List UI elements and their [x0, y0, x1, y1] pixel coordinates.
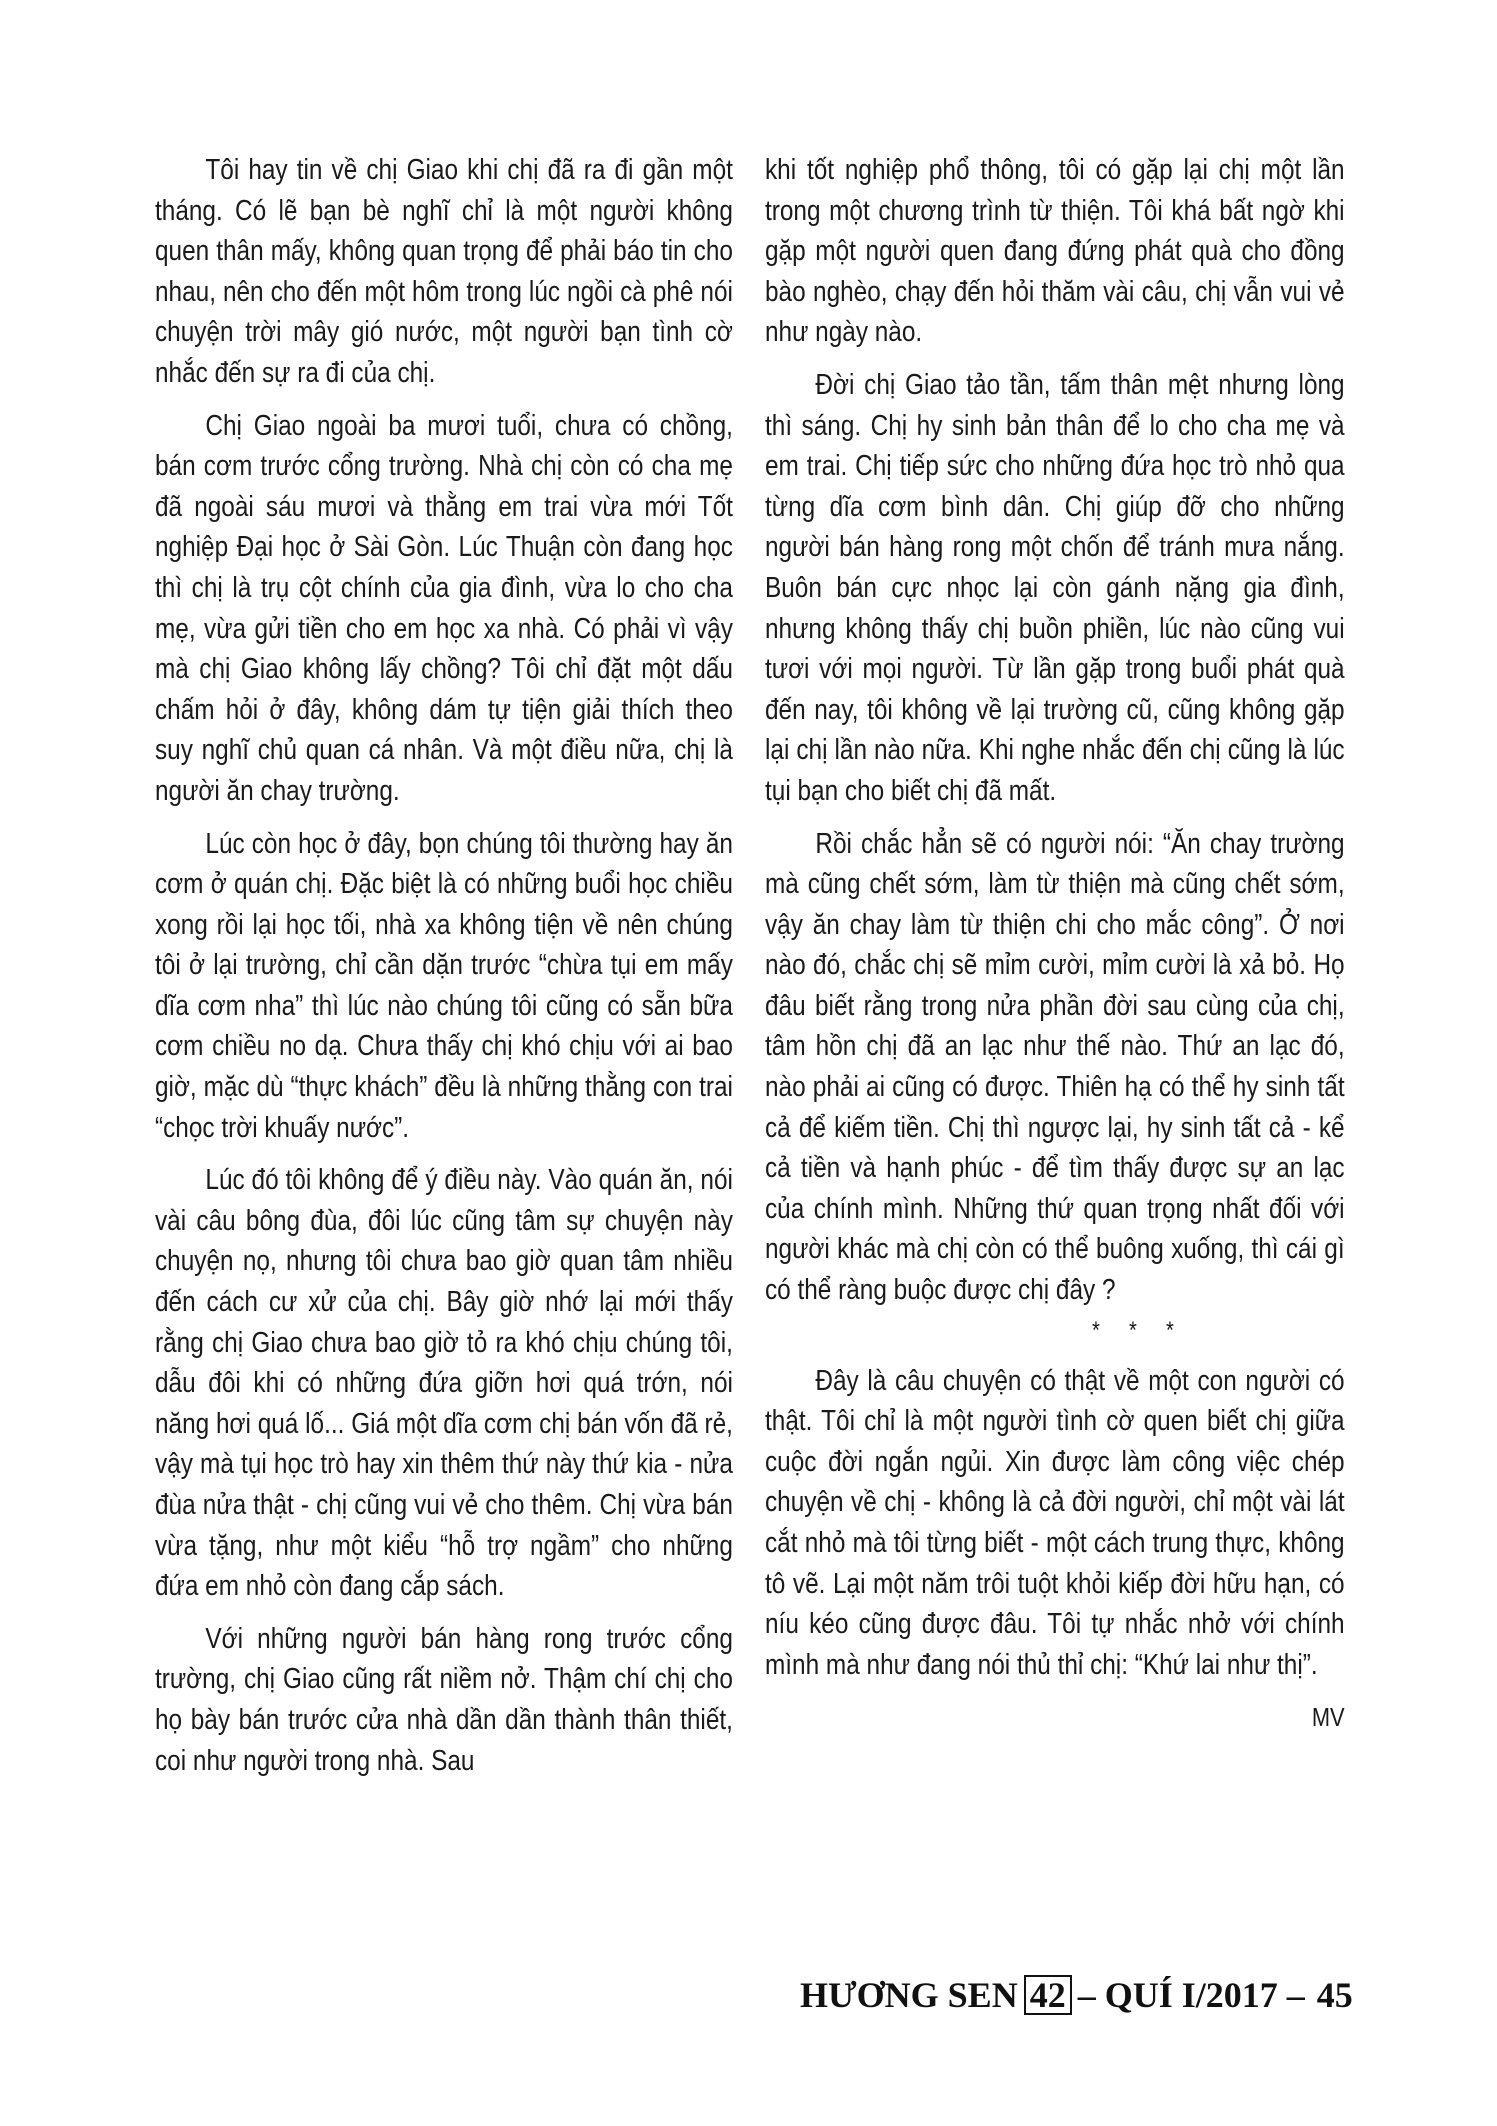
paragraph: Đời chị Giao tảo tần, tấm thân mệt nhưng lòng thì sáng. Chị hy sinh bản thân để lo cho cha mẹ và em trai. Chị tiếp sức cho những đứa học trò nhỏ qua từng dĩa cơm bình dân. Chị giúp đỡ cho những người bán hàng rong một chốn để tránh mưa nắng. Buôn bán cực nhọc lại còn gánh nặng gia đình, nhưng không thấy chị buồn phiền, lúc nào cũng vui tươi với mọi người. Từ lần gặp trong buổi phát quà đến nay, tôi không về lại trường cũ, cũng không gặp lại chị lần nào nữa. Khi nghe nhắc đến chị cũng là lúc tụi bạn cho biết chị đã mất. [765, 368, 1345, 807]
author-signature: MV [1311, 1702, 1345, 1733]
paragraph: Rồi chắc hẳn sẽ có người nói: “Ăn chay trường mà cũng chết sớm, làm từ thiện mà cũng chết sớm, vậy ăn chay làm từ thiện chi cho mắc công”. Ở nơi nào đó, chắc chị sẽ mỉm cười, mỉm cười là xả bỏ. Họ đâu biết rằng trong nửa phần đời sau cùng của chị, tâm hồn chị đã an lạc như thế nào. Thứ an lạc đó, nào phải ai cũng có được. Thiên hạ có thể hy sinh tất cả để kiếm tiền. Chị thì ngược lại, hy sinh tất cả - kể cả tiền và hạnh phúc - để tìm thấy được sự an lạc của chính mình. Những thứ quan trọng nhất đối với người khác mà chị còn có thể buông xuống, thì cái gì có thể ràng buộc được chị đây ? [765, 827, 1345, 1307]
paragraph: Chị Giao ngoài ba mươi tuổi, chưa có chồng, bán cơm trước cổng trường. Nhà chị còn có cha mẹ đã ngoài sáu mươi và thằng em trai vừa mới Tốt nghiệp Đại học ở Sài Gòn. Lúc Thuận còn đang học thì chị là trụ cột chính của gia đình, vừa lo cho cha mẹ, vừa gửi tiền cho em học xa nhà. Có phải vì vậy mà chị Giao không lấy chồng? Tôi chỉ đặt một dấu chấm hỏi ở đây, không dám tự tiện giải thích theo suy nghĩ chủ quan cá nhân. Và một điều nữa, chị là người ăn chay trường. [155, 409, 733, 807]
magazine-name: HƯƠNG SEN [800, 1975, 1018, 2015]
paragraph: Tôi hay tin về chị Giao khi chị đã ra đi gần một tháng. Có lẽ bạn bè nghĩ chỉ là một người không quen thân mấy, không quan trọng để phải báo tin cho nhau, nên cho đến một hôm trong lúc ngồi cà phê nói chuyện trời mây gió nước, một người bạn tình cờ nhắc đến sự ra đi của chị. [155, 154, 733, 389]
article-column-left [155, 150, 733, 1793]
paragraph-continued: khi tốt nghiệp phổ thông, tôi có gặp lại chị một lần trong một chương trình từ thiện. Tôi khá bất ngờ khi gặp một người quen đang đứng phát quà cho đồng bào nghèo, chạy đến hỏi thăm vài câu, chị vẫn vui vẻ như ngày nào. [765, 154, 1345, 349]
section-separator: * * * [1092, 1316, 1186, 1344]
article-column-right [765, 150, 1345, 1738]
paragraph: Với những người bán hàng rong trước cổng trường, chị Giao cũng rất niềm nở. Thậm chí chị cho họ bày bán trước cửa nhà dần dần thành thân thiết, coi như người trong nhà. Sau [155, 1622, 733, 1777]
page-number: 45 [1316, 1975, 1353, 2015]
paragraph: Lúc đó tôi không để ý điều này. Vào quán ăn, nói vài câu bông đùa, đôi lúc cũng tâm sự chuyện này chuyện nọ, nhưng tôi chưa bao giờ quan tâm nhiều đến cách cư xử của chị. Bây giờ nhớ lại mới thấy rằng chị Giao chưa bao giờ tỏ ra khó chịu chúng tôi, dẫu đôi khi có những đứa giỡn hơi quá trớn, nói năng hơi quá lố... Giá một dĩa cơm chị bán vốn đã rẻ, vậy mà tụi học trò hay xin thêm thứ này thứ kia - nửa đùa nửa thật - chị cũng vui vẻ cho thêm. Chị vừa bán vừa tặng, như một kiểu “hỗ trợ ngầm” cho những đứa em nhỏ còn đang cắp sách. [155, 1164, 733, 1603]
issue-period: – QUÍ I/2017 – [1077, 1975, 1305, 2015]
issue-number: 42 [1024, 1975, 1072, 2015]
paragraph: Lúc còn học ở đây, bọn chúng tôi thường hay ăn cơm ở quán chị. Đặc biệt là có những buổi học chiều xong rồi lại học tối, nhà xa không tiện về nên chúng tôi ở lại trường, chỉ cần dặn trước “chừa tụi em mấy dĩa cơm nha” thì lúc nào chúng tôi cũng có sẵn bữa cơm chiều no dạ. Chưa thấy chị khó chịu với ai bao giờ, mặc dù “thực khách” đều là những thằng con trai “chọc trời khuấy nước”. [155, 827, 733, 1144]
closing-paragraph: Đây là câu chuyện có thật về một con người có thật. Tôi chỉ là một người tình cờ quen biết chị giữa cuộc đời ngắn ngủi. Xin được làm công việc chép chuyện về chị - không là cả đời người, chỉ một vài lát cắt nhỏ mà tôi từng biết - một cách trung thực, không tô vẽ. Lại một năm trôi tuột khỏi kiếp đời hữu hạn, có níu kéo cũng được đâu. Tôi tự nhắc nhở với chính mình mà như đang nói thủ thỉ chị: “Khứ lai như thị”. [765, 1364, 1345, 1681]
page-footer [800, 1970, 1390, 2020]
